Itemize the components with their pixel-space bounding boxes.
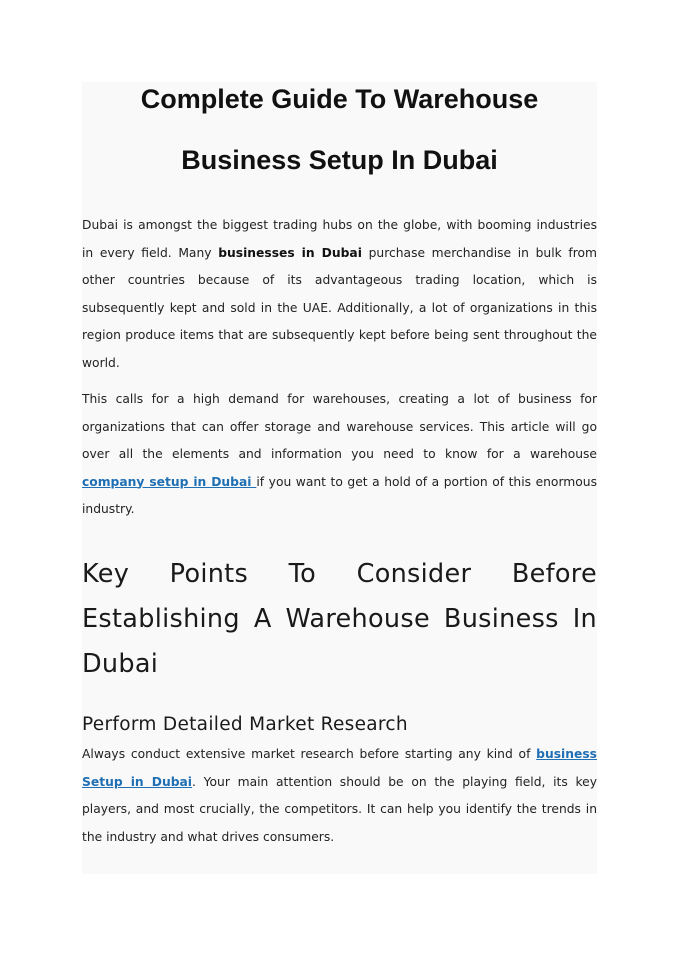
market-research-heading: Perform Detailed Market Research: [82, 714, 408, 735]
business-setup-link[interactable]: business Setup in Dubai: [82, 747, 597, 789]
intro-paragraph: [82, 212, 597, 377]
intro-bold-phrase: businesses in Dubai: [218, 245, 362, 260]
market-research-paragraph: [82, 741, 597, 851]
research-text-b: . Your main attention should be on the playing field, its key players, and most crucially, the competitors. It can help you identify the trends in the industry and what drives consumers.: [82, 774, 597, 844]
research-text-a: Always conduct extensive market research before starting any kind of: [82, 747, 537, 761]
demand-paragraph: [82, 386, 597, 524]
title-line-1: Complete Guide To Warehouse: [140, 84, 539, 114]
demand-text-b: if you want to get a hold of a portion of this enormous industry.: [82, 474, 597, 516]
company-setup-link[interactable]: company setup in Dubai: [82, 474, 257, 489]
intro-text-a: Dubai is amongst the biggest trading hubs on the globe, with booming industries in every field. Many: [82, 218, 597, 260]
key-points-heading: Key Points To Consider Before Establishing A Warehouse Business In Dubai: [82, 559, 597, 679]
title-line-2: Business Setup In Dubai: [181, 145, 498, 175]
intro-text-b: purchase merchandise in bulk from other countries because of its advantageous trading location, which is subsequently kept and sold in the UAE. Additionally, a lot of organizations in this region produce items that are subsequently kept before being sent throughout the world.: [82, 245, 597, 370]
demand-text-a: This calls for a high demand for warehouses, creating a lot of business for organizations that can offer storage and warehouse services. This article will go over all the elements and information you need to know for a warehouse: [82, 392, 597, 461]
